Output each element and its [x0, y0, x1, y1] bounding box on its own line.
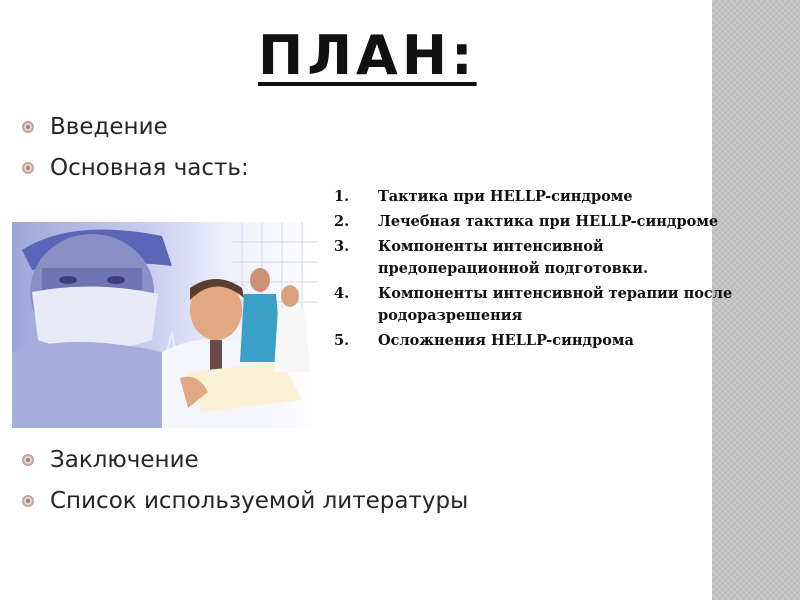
section-number: 4.: [334, 285, 350, 302]
bullet-text: Введение: [50, 114, 168, 140]
section-text: Компоненты интенсивной терапии после родоразрешения: [378, 285, 733, 324]
section-number: 5.: [334, 332, 350, 349]
section-item: [334, 283, 734, 327]
bullet-icon: [22, 454, 34, 466]
bullet-text: Список используемой литературы: [50, 488, 469, 514]
doctors-photo: [12, 222, 318, 428]
section-text: Лечебная тактика при HELLP-синдроме: [378, 213, 719, 230]
section-item: [334, 211, 734, 233]
bullet-icon: [22, 162, 34, 174]
section-item: [334, 186, 734, 208]
section-number: 3.: [334, 238, 350, 255]
section-item: [334, 236, 734, 280]
sections-list: [334, 186, 734, 355]
section-text: Компоненты интенсивной предоперационной подготовки.: [378, 238, 649, 277]
section-number: 2.: [334, 213, 350, 230]
slide-title: ПЛАН:: [258, 24, 477, 87]
bullet-text: Основная часть:: [50, 155, 249, 181]
section-text: Тактика при HELLP-синдроме: [378, 188, 633, 205]
bullet-icon: [22, 121, 34, 133]
section-item: [334, 330, 734, 352]
section-number: 1.: [334, 188, 350, 205]
section-text: Осложнения HELLP-синдрома: [378, 332, 634, 349]
bullet-text: Заключение: [50, 447, 199, 473]
bullet-icon: [22, 495, 34, 507]
